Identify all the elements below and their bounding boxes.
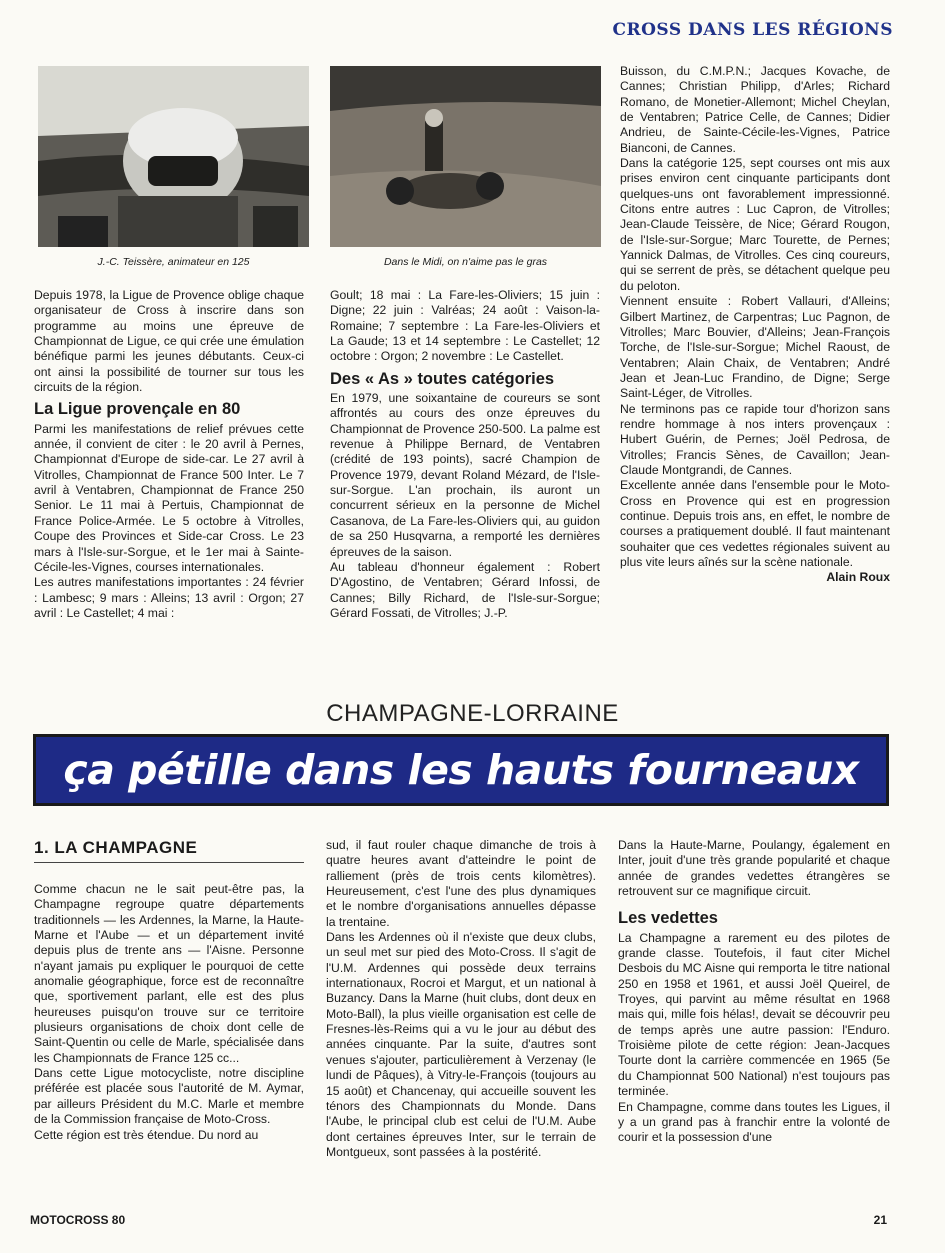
as-subheading: Des « As » toutes catégories — [330, 369, 555, 388]
champagne-column-1 — [34, 882, 304, 1143]
champ-col1-paragraph-3: Cette région est très étendue. Du nord au — [34, 1127, 259, 1142]
section-divider — [34, 862, 304, 863]
region-title: CHAMPAGNE-LORRAINE — [326, 700, 619, 727]
page-number: 21 — [873, 1213, 887, 1227]
provence-column-1 — [34, 288, 304, 621]
champ-col3-paragraph-3: En Champagne, comme dans toutes les Ligues, il y a un grand pas à franchir entre la volonté de courir et la possession d'une — [618, 1099, 890, 1145]
col3-paragraph-2: Dans la catégorie 125, sept courses ont mis aux prises environ cent cinquante participants dont quelques-uns ont favorablement impressionné. Citons entre autres : Luc Capron, de Vitrolles; Jean-Claude Teissère, de Nice; Gérard Rougon, de l'Isle-sur-Sorgue; Marc Tourette, de Pernes; Yannick Dalmas, de Vitrolles. Ces cinq coureurs, qui se serrent de près, se détachent quelque peu du peloton. — [620, 156, 890, 293]
champ-col2-paragraph-2: Dans les Ardennes où il n'existe que deux clubs, un seul met sur pied des Moto-Cross. Il s'agit de l'U.M. Ardennes qui possède deux terrains internationaux, Rocroi et Margut, et un national à Buzancy. Dans la Marne (huit clubs, dont deux en Moto-Ball), la plus vieille organisation est celle de Fresnes-lès-Reims qui a vu le jour au début des années cinquante. Par la suite, d'autres sont venues s'ajouter, particulièrement à Verzenay (le lundi de Pâques), à Vitry-le-François (toujours au 15 août) et Chancenay, qui accueille souvent les ténors des Championnats du Monde. Dans l'Aube, le principal club est celui de l'U.M. Aube dont certaines épreuves Inter, sur le terrain de Montgueux, sont passées à la postérité. — [326, 930, 596, 1159]
footer-magazine: MOTOCROSS 80 — [30, 1213, 126, 1227]
mud-photo-image — [330, 66, 601, 247]
champagne-section-title: 1. LA CHAMPAGNE — [34, 838, 198, 857]
headline-text: ça pétille dans les hauts fourneaux — [63, 746, 859, 794]
headline-banner — [33, 734, 889, 806]
champ-col2-paragraph-1: sud, il faut rouler chaque dimanche de trois à quatre heures avant d'atteindre le point de ralliement (près de trois cents kilomètres). Heureusement, c'est l'une des plus dynamiques et le nombre d'organisations annuelles dépasse la trentaine. — [326, 838, 596, 929]
champagne-column-2 — [326, 838, 596, 1160]
col3-paragraph-4: Ne terminons pas ce rapide tour d'horizon sans rendre hommage à nos inters provençaux : Hubert Guérin, de Pernes; Joël Pedrosa, de Vitrolles; Francis Sènes, de Cavaillon; Jean-Claude Montgrandi, de Cannes. — [620, 401, 890, 477]
provence-column-3 — [620, 64, 890, 586]
author-signature: Alain Roux — [826, 570, 890, 585]
champ-col1-paragraph-1: Comme chacun ne le sait peut-être pas, la Champagne regroupe quatre départements traditionnels — les Ardennes, la Marne, la Haute-Marne et l'Aube — et un département invité depuis plus de trente ans — l'Aisne. Personne n'ayant jamais pu expliquer le pourquoi de cette anomalie géographique, force est de reconnaître que, sportivement parlant, elle est des plus heureuses puisqu'on trouve sur ce territoire plusieurs organisations de choix dont celle de Saint-Quentin ou celle de Marle, spécialisée dans les Championnats de France 125 cc... — [34, 882, 304, 1065]
ligue-paragraph: Parmi les manifestations de relief prévues cette année, il convient de citer : le 20 avril à Pernes, Championnat d'Europe de side-car. Le 27 avril à Vitrolles, Championnat de France 500 Inter. Le 7 avril à Ventabren, Championnat de France 250 Senior. Le 11 mai à Pertuis, Championnat de France Police-Armée. Le 5 octobre à Vitrolles, Coupe des Provinces et Side-car Cross. Le 23 mars à l'Isle-sur-Sorgue, et le 1er mai à Sainte-Cécile-les-Vignes, courses internationales. — [34, 421, 304, 574]
photo-rider-helmet — [38, 66, 309, 247]
autres-paragraph: Les autres manifestations importantes : 24 février : Lambesc; 9 mars : Alleins; 13 avril : Orgon; 27 avril : Le Castellet; 4 mai : — [34, 575, 304, 620]
as-paragraph-1: En 1979, une soixantaine de coureurs se sont affrontés au cours des onze épreuves du Championnat de Provence 250-500. La palme est revenue à Philippe Bernard, de Ventabren (crédité de 193 points), sacré Champion de Provence 1979, devant Roland Mézard, de l'Isle-sur-Sorgue. L'an prochain, ils auront un concurrent sérieux en la personne de Michel Casanova, de La Fare-les-Oliviers qui, au guidon de sa 250 Husqvarna, a remporté les dernières épreuves de la saison. — [330, 391, 600, 559]
provence-intro: Depuis 1978, la Ligue de Provence oblige chaque organisateur de Cross à inscrire dans son programme au moins une épreuve de Championnat de Ligue, ce qui crée une émulation bénéfique parmi les jeunes débutants. Ceux-ci ont ainsi la possibilité de tourner sur tous les circuits de la région. — [34, 288, 304, 395]
caption-left-photo: J.-C. Teissère, animateur en 125 — [97, 256, 250, 268]
ligue-subheading: La Ligue provençale en 80 — [34, 400, 241, 419]
champ-col1-paragraph-2: Dans cette Ligue motocycliste, notre discipline préférée est placée sous l'autorité de M. Aymar, par ailleurs Président du M.C. Marle et membre de la Commission française de Moto-Cross. — [34, 1066, 304, 1127]
champ-col3-paragraph-1: Dans la Haute-Marne, Poulangy, également en Inter, jouit d'une très grande popularité et chaque année de grandes vedettes étrangères se retrouvent sur ce magnifique circuit. — [618, 838, 890, 899]
dates-paragraph: Goult; 18 mai : La Fare-les-Oliviers; 15 juin : Digne; 22 juin : Valréas; 24 août : Vaison-la-Romaine; 7 septembre : La Fare-les-Oliviers et La Gaude; 13 et 14 septembre : Le Castellet; 12 octobre : Orgon; 2 novembre : Le Castellet. — [330, 288, 600, 364]
helmet-photo-image — [38, 66, 309, 247]
col3-paragraph-5: Excellente année dans l'ensemble pour le Moto-Cross en Provence qui est en progression continue. Depuis trois ans, en effet, le nombre de courses a pratiquement doublé. Il faut maintenant souhaiter que ces vedettes régionales suivent au plus vite leurs aînés sur la scène nationale. — [620, 478, 890, 569]
as-paragraph-2: Au tableau d'honneur également : Robert D'Agostino, de Ventabren; Gérard Infossi, de Cannes; Billy Richard, de l'Isle-sur-Sorgue; Gérard Fossati, de Vitrolles; J.-P. — [330, 559, 600, 620]
section-header: CROSS DANS LES RÉGIONS — [612, 20, 893, 40]
caption-mid-photo: Dans le Midi, on n'aime pas le gras — [383, 256, 548, 268]
champ-col3-paragraph-2: La Champagne a rarement eu des pilotes de grande classe. Toutefois, il faut citer Michel Desbois du MC Aisne qui remporta le titre national 250 en 1958 et 1961, et aussi Joël Queirel, de Troyes, qui parvint au même résultat en 1968 mais qui, mille fois hélas!, devait se découvrir peu de temps après une autre passion: l'Enduro. Troisième pilote de cette région: Jean-Jacques Tourte dont la carrière commencée en 1965 (5e du Championnat 500 National) n'est toujours pas terminée. — [618, 930, 890, 1099]
champagne-column-3 — [618, 838, 890, 1146]
photo-muddy-crash — [330, 66, 601, 247]
vedettes-subheading: Les vedettes — [618, 909, 718, 928]
provence-column-2 — [330, 288, 600, 621]
col3-paragraph-3: Viennent ensuite : Robert Vallauri, d'Alleins; Gilbert Martinez, de Carpentras; Luc Pagnon, de Vitrolles; Marc Bouvier, d'Alleins; Jean-François Torche, de l'Isle-sur-Sorgue; Michel Raoust, de Ventabren; Alain Chaix, de Ventabren; André Jean et Jean-Luc Frandino, de Digne; Serge Saint-Léger, de Vitrolles. — [620, 294, 890, 401]
col3-paragraph-1: Buisson, du C.M.P.N.; Jacques Kovache, de Cannes; Christian Philipp, d'Arles; Richard Romano, de Monetier-Allemont; Michel Cheylan, de Ventabren; Patrice Celle, de Cannes; Didier Andrieu, de Sainte-Cécile-les-Vignes, Patrice Bianconi, de Cannes. — [620, 64, 890, 155]
